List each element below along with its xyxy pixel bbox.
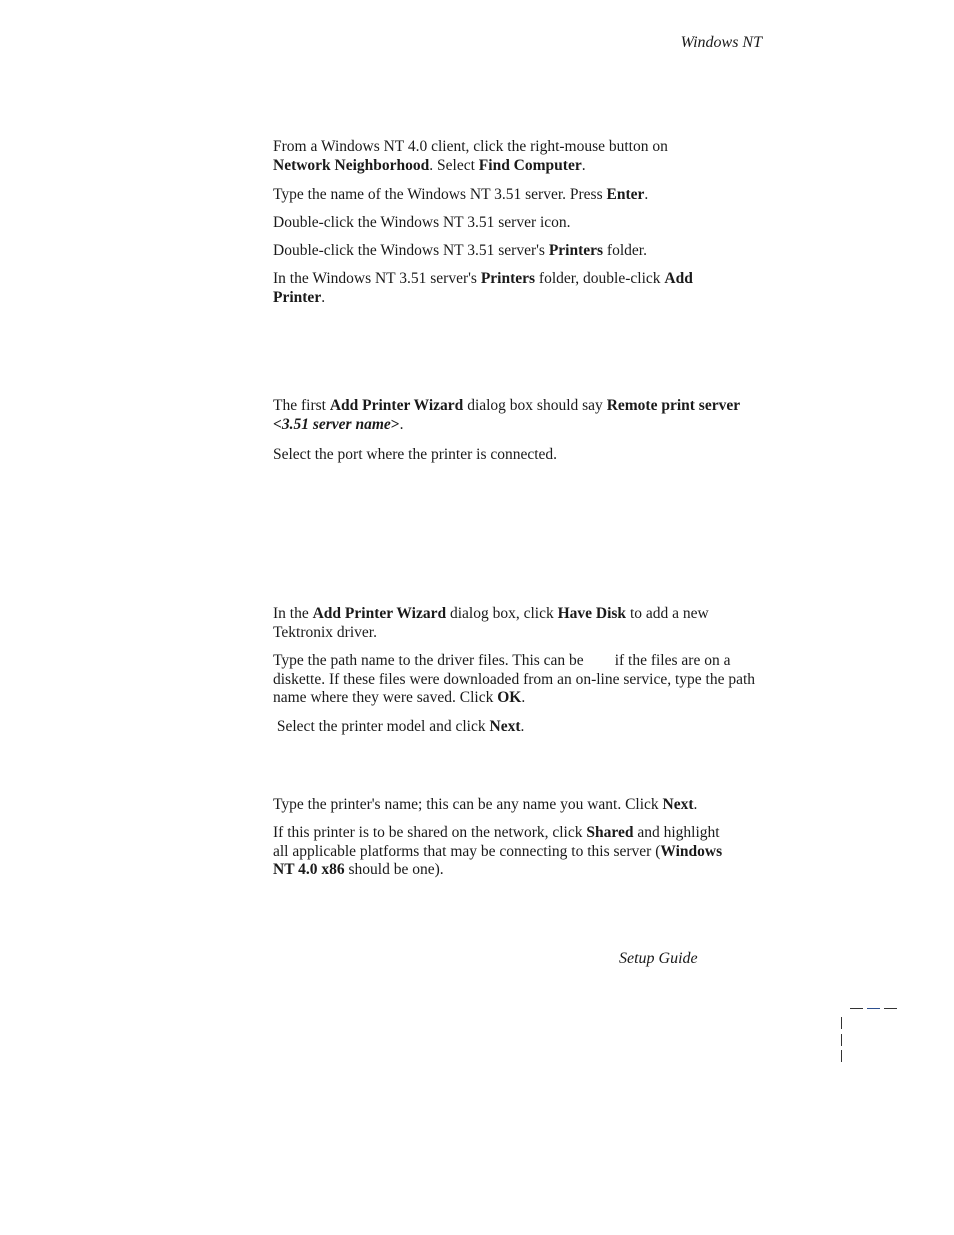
step-share-printer: If this printer is to be shared on the network, click Shared and highlight all applicable platforms that may be connecting to this server (Windows NT 4.0 x86 should be one).: [273, 824, 723, 878]
step-printer-name: Type the printer's name; this can be any name you want. Click Next.: [273, 796, 698, 813]
crop-mark-tick: [841, 1017, 842, 1029]
step-add-printer: In the Windows NT 3.51 server's Printers folder, double-click Add Printer.: [273, 270, 693, 306]
crop-mark-tick: [841, 1050, 842, 1062]
crop-mark-dash: [867, 1008, 880, 1009]
running-header: Windows NT: [680, 34, 762, 51]
step-select-model: Select the printer model and click Next.: [273, 718, 525, 735]
step-wizard-remote-server: The first Add Printer Wizard dialog box should say Remote print server <3.51 server name>.: [273, 397, 740, 433]
step-type-server-name: Type the name of the Windows NT 3.51 server. Press Enter.: [273, 186, 649, 203]
step-open-printers-folder: Double-click the Windows NT 3.51 server's Printers folder.: [273, 242, 647, 259]
step-driver-path: Type the path name to the driver files. This can be if the files are on a diskette. If these files were downloaded from an on-line service, type the path name where they were saved. Click OK.: [273, 652, 756, 706]
crop-mark-dash: [884, 1008, 897, 1009]
running-footer: Setup Guide: [619, 950, 698, 967]
step-find-computer: From a Windows NT 4.0 client, click the right-mouse button on Network Neighborhood. Select Find Computer.: [273, 138, 668, 174]
step-have-disk: In the Add Printer Wizard dialog box, click Have Disk to add a new Tektronix driver.: [273, 605, 709, 641]
step-select-port: Select the port where the printer is connected.: [273, 446, 558, 463]
step-open-server: Double-click the Windows NT 3.51 server icon.: [273, 214, 571, 231]
crop-mark-dash: [850, 1008, 863, 1009]
crop-mark-tick: [841, 1034, 842, 1046]
